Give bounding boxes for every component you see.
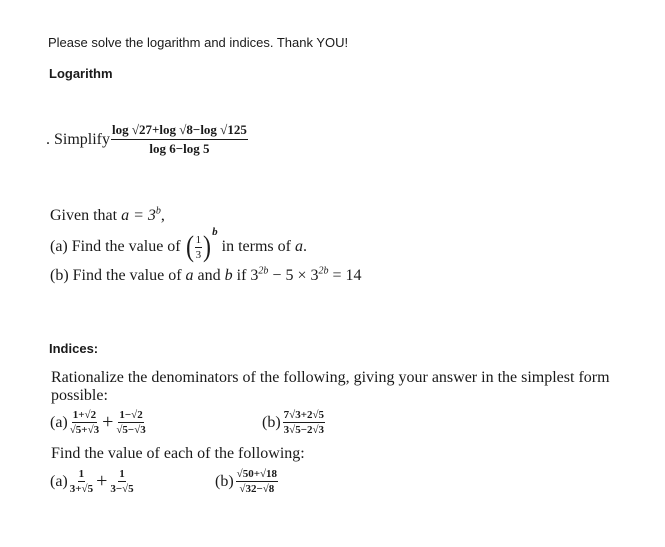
intro-text: Please solve the logarithm and indices. Thank YOU! xyxy=(48,35,349,50)
find-a-fraction1 xyxy=(70,468,93,495)
given-statement xyxy=(50,207,165,225)
simplify-question xyxy=(46,122,248,157)
part-a-end: . xyxy=(302,238,307,255)
rationalize-line2: possible: xyxy=(51,387,108,404)
simplify-fraction xyxy=(111,122,248,157)
part-b-if: if 3 xyxy=(232,267,259,284)
find-b-label: (b) xyxy=(215,472,234,490)
rationalize-line1: Rationalize the denominators of the following, giving your answer in the simplest form xyxy=(51,369,610,386)
indices-heading: Indices: xyxy=(49,341,99,356)
find-b-num: √50+√18 xyxy=(236,468,277,480)
given-exponent: b xyxy=(155,205,161,217)
rationalize-a-f2-den: √5−√3 xyxy=(116,424,146,436)
simplify-denominator: log 6−log 5 xyxy=(149,141,210,156)
rationalize-b-label: (b) xyxy=(262,413,281,431)
part-a xyxy=(50,226,307,263)
logarithm-heading: Logarithm xyxy=(49,66,113,81)
find-a-f2-num: 1 xyxy=(119,468,125,480)
given-prefix: Given that xyxy=(50,207,122,224)
simplify-numerator: log √27+log √8−log √125 xyxy=(111,122,248,140)
find-b xyxy=(215,468,278,495)
one-third-den: 3 xyxy=(195,248,202,261)
rationalize-a-label: (a) xyxy=(50,413,68,431)
part-b-mid: − 5 × 3 xyxy=(268,267,319,284)
rationalize-b-fraction xyxy=(283,409,325,436)
find-b-fraction xyxy=(236,468,278,495)
given-equation: a = 3 xyxy=(121,207,156,224)
part-b-prefix: (b) Find the value of xyxy=(50,267,186,284)
part-b-and: and xyxy=(193,267,225,284)
find-a-plus: + xyxy=(96,470,108,492)
part-b xyxy=(50,267,362,285)
rationalize-b-num: 7√3+2√5 xyxy=(283,409,324,421)
rationalize-b-den: 3√5−2√3 xyxy=(283,424,324,436)
part-a-exponent: b xyxy=(212,226,218,238)
right-paren: ) xyxy=(203,230,212,263)
find-a-f1-num: 1 xyxy=(78,468,85,480)
simplify-label: . Simplify xyxy=(46,130,111,148)
find-a-label: (a) xyxy=(50,472,68,490)
find-a-fraction2 xyxy=(110,468,133,495)
part-b-var-b: b xyxy=(224,267,233,284)
find-a-f1-den: 3+√5 xyxy=(69,483,94,495)
one-third-num: 1 xyxy=(195,233,202,246)
rationalize-a-fraction1 xyxy=(70,409,99,436)
rationalize-a-fraction2 xyxy=(116,409,145,436)
part-b-var-a: a xyxy=(185,267,194,284)
part-b-end: = 14 xyxy=(328,267,362,284)
part-a-var: a xyxy=(294,238,303,255)
find-a-f2-den: 3−√5 xyxy=(110,483,134,495)
part-a-prefix: (a) Find the value of xyxy=(50,238,185,255)
given-suffix: , xyxy=(160,207,165,224)
rationalize-a-f2-num: 1−√2 xyxy=(119,409,143,421)
rationalize-b xyxy=(262,409,325,436)
part-b-exp2: 2b xyxy=(318,265,329,277)
find-a xyxy=(50,468,134,495)
find-value-text: Find the value of each of the following: xyxy=(51,445,305,462)
left-paren: ( xyxy=(185,230,194,263)
one-third-fraction xyxy=(195,234,203,261)
rationalize-a-f1-num: 1+√2 xyxy=(72,409,97,421)
part-b-exp1: 2b xyxy=(258,265,269,277)
find-b-den: √32−√8 xyxy=(239,483,275,495)
rationalize-a xyxy=(50,409,146,436)
rationalize-a-f1-den: √5+√3 xyxy=(69,424,100,436)
rationalize-a-plus: + xyxy=(102,411,114,433)
part-a-suffix: in terms of xyxy=(217,238,295,255)
